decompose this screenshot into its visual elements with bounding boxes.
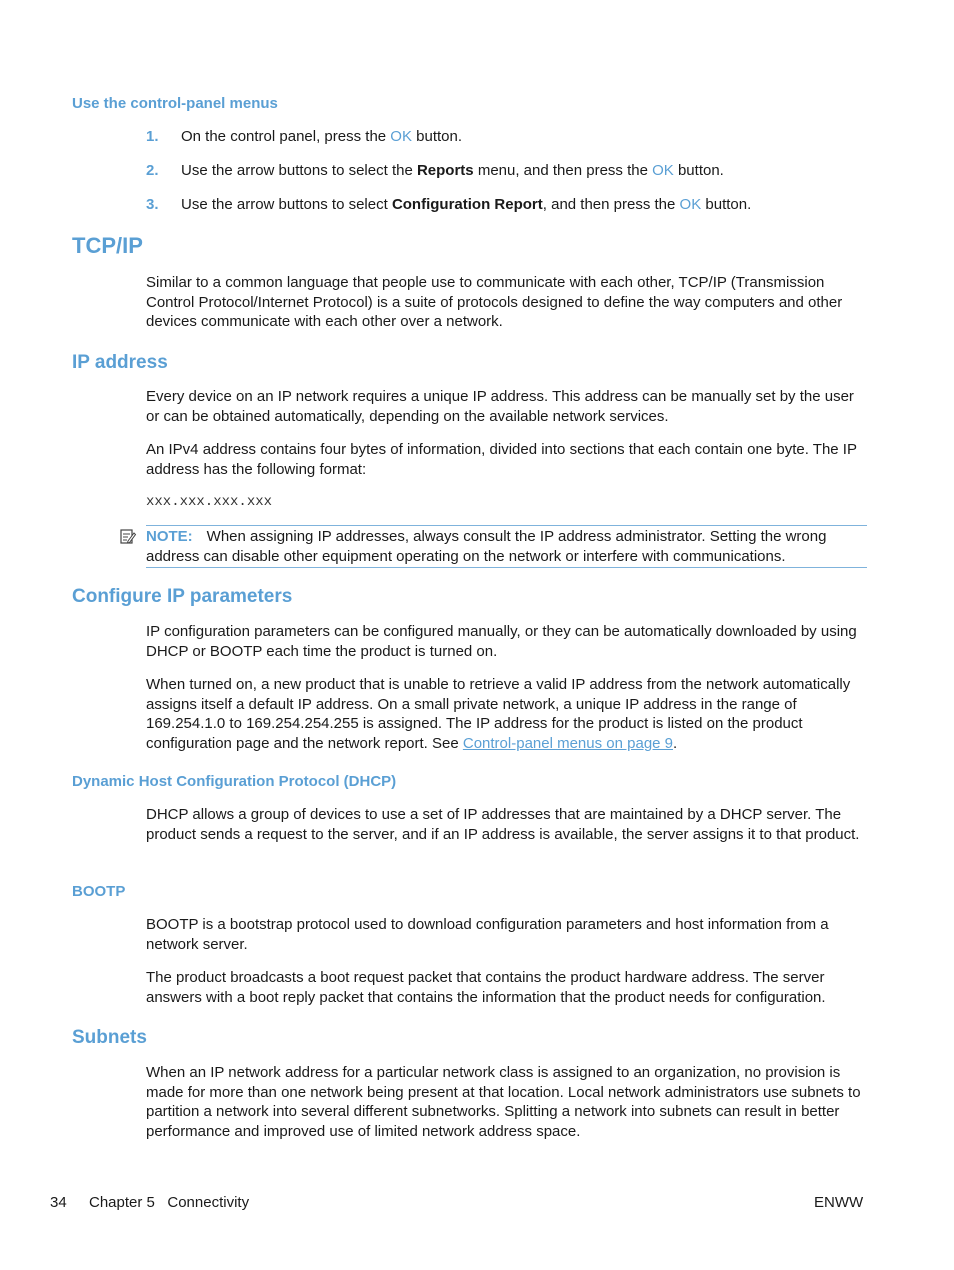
step-number: 1.	[146, 128, 159, 145]
menu-name: Configuration Report	[391, 196, 543, 213]
heading-ip-address: IP address	[72, 352, 168, 373]
ok-label: OK	[390, 128, 412, 145]
menu-name: Reports	[416, 162, 474, 179]
heading-bootp: BOOTP	[72, 883, 126, 900]
step-number: 2.	[146, 162, 159, 179]
footer-enww: ENWW	[814, 1194, 864, 1211]
note-label: NOTE:	[146, 528, 193, 545]
configure-paragraph-2-end: .	[673, 734, 678, 752]
subnets-paragraph: When an IP network address for a particular network class is assigned to an organization, no provision is made for more than one network being present at that location. Local network administrators use subnets to partition a network into several different subnetworks. Splitting a network into subnets can result in better performance and improved use of limited network address space.	[146, 1064, 861, 1140]
heading-tcpip: TCP/IP	[72, 233, 143, 258]
heading-configure-ip: Configure IP parameters	[72, 586, 293, 607]
tcpip-paragraph: Similar to a common language that people use to communicate with each other, TCP/IP (Transmission Control Protocol/Internet Protocol) is a suite of protocols designed to define the way computers and other devices communicate with each other over a network.	[146, 274, 843, 330]
heading-control-panel-menus: Use the control-panel menus	[72, 95, 278, 112]
step-1	[146, 127, 870, 146]
step-number: 3.	[146, 196, 159, 213]
configure-paragraph-2	[146, 675, 870, 753]
step-text: button.	[673, 162, 724, 179]
ok-label: OK	[679, 196, 702, 213]
configure-paragraph-2-text: When turned on, a new product that is unable to retrieve a valid IP address from the network automatically assigns itself a default IP address. On a small private network, a unique IP address in the range of 169.254.1.0 to 169.254.254.255 is assigned. The IP address for the product is listed on the product configuration page and the network report. See	[146, 676, 851, 752]
heading-subnets: Subnets	[72, 1027, 147, 1048]
step-text: menu, and then press the	[473, 162, 653, 179]
ip-address-paragraph-2: An IPv4 address contains four bytes of information, divided into sections that each contain one byte. The IP address has the following format:	[146, 441, 857, 478]
ok-label: OK	[652, 162, 674, 179]
step-text: Use the arrow buttons to select	[181, 196, 392, 213]
page-number: 34	[50, 1194, 67, 1211]
step-text: button.	[411, 128, 463, 145]
note-icon	[119, 528, 137, 546]
step-2	[146, 161, 870, 180]
dhcp-paragraph: DHCP allows a group of devices to use a set of IP addresses that are maintained by a DHCP server. The product sends a request to the server, and if an IP address is available, the server assigns it to that product.	[146, 806, 860, 843]
step-text: Use the arrow buttons to select the	[181, 162, 417, 179]
chapter-label: Chapter 5 Connectivity	[89, 1194, 250, 1211]
bootp-paragraph-1: BOOTP is a bootstrap protocol used to download configuration parameters and host information from a network server.	[146, 916, 829, 953]
ip-address-paragraph-1: Every device on an IP network requires a unique IP address. This address can be manually set by the user or can be obtained automatically, depending on the available network services.	[146, 388, 854, 425]
bootp-paragraph-2: The product broadcasts a boot request packet that contains the product hardware address. The server answers with a boot reply packet that contains the information that the product needs for configuration.	[146, 969, 826, 1006]
control-panel-menus-link[interactable]: Control-panel menus on page 9	[462, 734, 674, 752]
configure-paragraph-1: IP configuration parameters can be configured manually, or they can be automatically downloaded by using DHCP or BOOTP each time the product is turned on.	[146, 623, 857, 660]
note-text: When assigning IP addresses, always consult the IP address administrator. Setting the wrong address can disable other equipment operating on the network or interfere with communications.	[146, 528, 827, 565]
ip-format: xxx.xxx.xxx.xxx	[146, 494, 273, 510]
heading-dhcp: Dynamic Host Configuration Protocol (DHCP)	[72, 773, 397, 790]
step-3	[146, 195, 870, 214]
step-text: button.	[701, 196, 752, 213]
note-box	[146, 525, 867, 568]
step-text: On the control panel, press the	[181, 128, 391, 145]
step-text: , and then press the	[542, 196, 680, 213]
